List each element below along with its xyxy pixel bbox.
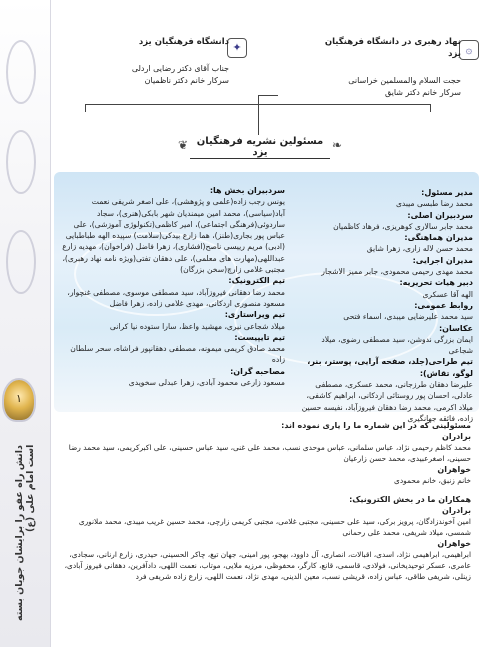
staff-column-right xyxy=(298,187,473,424)
leadership-block xyxy=(311,36,461,99)
lantern-icon xyxy=(4,380,34,420)
university-title: دانشگاه فرهنگیان یزد xyxy=(138,37,229,47)
role-heading: عکاسان: xyxy=(438,323,473,333)
flourish-ornament xyxy=(6,230,36,294)
tree-connector xyxy=(85,104,86,112)
role-members: محمد رضا طبسی میبدی xyxy=(395,199,473,209)
electronic-title: همکاران ما در بخش الکترونیک: xyxy=(349,495,471,504)
role-heading: سردبیران بخش ها: xyxy=(209,186,285,195)
leadership-title: نهاد رهبری در دانشگاه فرهنگیان یزد xyxy=(324,37,461,59)
role-heading: تیم الکترونیک: xyxy=(228,276,285,286)
leadership-person-2: سرکار خانم دکتر شایق xyxy=(384,88,461,97)
brothers-label: برادران xyxy=(441,506,471,515)
leadership-person-1: حجت السلام والمسلمین خراسانی xyxy=(348,76,461,85)
role-group xyxy=(60,309,285,332)
page-title: مسئولین نشریه فرهنگیان یزد xyxy=(190,136,330,159)
role-group xyxy=(298,255,473,278)
role-heading: تیم طراحی(جلد، صفحه آرایی، پوستر، بنر، لوگو، تقاش): xyxy=(307,357,473,378)
role-heading: سردبیران اصلی: xyxy=(407,210,473,220)
role-group xyxy=(298,323,473,357)
flourish-ornament xyxy=(6,130,36,194)
role-members: میلاد شجاعی نیری، مهشید واعظ، سارا ستوده نیا کرانی xyxy=(109,321,285,331)
role-heading: تیم تایپیست: xyxy=(234,332,285,342)
sisters-label: خواهران xyxy=(437,465,471,474)
role-group xyxy=(298,277,473,300)
university-person-2: سرکار خانم دکتر ناظمیان xyxy=(144,76,229,85)
tree-connector xyxy=(258,95,259,135)
header xyxy=(54,8,479,130)
role-group xyxy=(60,332,285,366)
role-heading: مدیران اجرایی: xyxy=(412,255,473,265)
sisters-list: خانم زنبق، خانم محمودی xyxy=(394,476,471,485)
role-members: سید محمد علیرضایی میبدی، اسماء فتحی xyxy=(343,312,473,322)
role-members: ایمان بزرگی ندوشن، سید مصطفی رضوی، میلاد شجاعی xyxy=(321,334,473,356)
role-group xyxy=(298,187,473,210)
tree-connector xyxy=(430,104,431,112)
brothers-list: امین آخوندزادگان، پرویز برکی، سید علی حسینی، مجتبی غلامی، مجتبی کریمی زارچی، محمد حسین غریب میبدی، محمد ملانوری شمسی، میلاد شریفی، محمد علی رحمانی xyxy=(78,517,471,537)
role-heading: تیم ویراستاری: xyxy=(224,310,285,320)
role-group xyxy=(298,210,473,233)
role-group xyxy=(60,366,285,389)
tree-connector xyxy=(258,95,278,96)
role-heading: روابط عمومی: xyxy=(414,300,473,310)
university-emblem-icon: ✦ xyxy=(227,38,247,58)
ack-title: مسئولینی که در این شماره ما را یاری نموده اند: xyxy=(281,421,471,430)
role-heading: دبیر هیات تحریریه: xyxy=(399,278,473,288)
leadership-emblem-icon: ۞ xyxy=(459,40,479,60)
ornament-left-icon: ❦ xyxy=(178,138,189,152)
sisters-label: خواهران xyxy=(437,539,471,548)
university-block xyxy=(79,36,229,87)
role-members: محمد رضا دهقانی فیروزآباد، سید مصطفی موسوی، مصطفی غنچوار، مسعود منصوری اردکانی، مهدی غلامی زاده، زهرا فاضل xyxy=(67,287,285,308)
staff-column-left xyxy=(60,185,285,388)
role-group xyxy=(298,300,473,323)
role-heading: مصاحبه گران: xyxy=(230,366,285,376)
role-members: محمد صادق کریمی میمونه، مصطفی دهقانپور فراشاه، سحر سلطان زاده xyxy=(70,344,285,365)
page-number: ۱ xyxy=(16,392,22,405)
role-group xyxy=(298,356,473,424)
side-decoration xyxy=(0,0,51,647)
role-members: محمد مهدی رحیمی محمودی، جابر ممیز الاشجار xyxy=(321,267,473,277)
role-group xyxy=(60,185,285,275)
brothers-list: محمد کاظم رحیمی نژاد، عباس سلمانی، عباس موحدی نسب، محمد علی غنی، سید عباس حسینی، علی اکبرکریمی، سید محمد رضا حسینی، اصغرعبیدی، محمد حسن زارعیان xyxy=(68,443,471,463)
role-heading: مدیر مسئول: xyxy=(421,188,473,197)
brothers-label: برادران xyxy=(441,432,471,441)
flourish-ornament xyxy=(6,40,36,104)
role-members: الهه آقا عسکری xyxy=(422,289,473,299)
role-members: محمد جابر سالاری کوهریزی، فرهاد کاظمیان xyxy=(333,221,473,231)
role-group xyxy=(60,275,285,309)
role-members: علیرضا دهقان طرزجانی، محمد عسکری، مصطفی عادلی، احسان پور روستائی اردکانی، ابراهیم کاشفی، میلاد اکرمی، محمد رضا دهقان فیروزآباد، نفیسه حسین زاده، فائقه جهانگیری xyxy=(301,380,473,423)
role-members: یونس رجب زاده(علمی و پژوهشی)، علی اصغر شریفی نعمت آباد(سیاسی)، محمد امین میمندیان شهر بابکی(هنری)، سجاد ساردوئی(فرهنگی اجتماعی)، امیر کاظمی(تکنولوژی آموزشی)، علی عباس پور بجاری(طنز)، هما زارع بیدکی(سلامت) سپیده الهه طباطبایی (ادبی) مریم رییسی ناصح(افشاری)، زهرا فاضل (فراخوان)، مهدیه زارع عبداللهی(مهارت های معلمی)، علی دهقان تفتی(ویژه نامه نهاد رهبری)، مجتبی غلامی زارچ(سخن بزرگان) xyxy=(62,197,285,275)
role-group xyxy=(298,232,473,255)
university-person-1: جناب آقای دکتر رضایی اردلی xyxy=(131,64,229,73)
ornament-right-icon: ❧ xyxy=(332,138,343,152)
role-members: مسعود زارعی محمود آبادی، زهرا عبدلی سخویدی xyxy=(128,378,285,388)
acknowledgements xyxy=(57,420,471,582)
sisters-list: ابراهیمی، ابراهیمی نژاد، اسدی، اقبالات، انصاری، آل داوود، بهجو، پور امینی، جهان تیغ، چاکر الحسینی، حیدری، زارع ارنانی، سجادی، عامری، عسکر توحیدیخانی، فولادی، قاسمی، قانع، کارگر، محفوظی، مرزیه ملایی، موتاب، نعمت اللهی، دادآفرین، دهقانی فیروز آبادی، زینلی، شریفی طاقی، عباس زاده، قریشی نسب، معین الدینی، مهدی نژاد، نعمت اللهی، زارع زاده شریفی فرد xyxy=(64,550,471,581)
side-quote: دانش راه عفو را برایشان جویان بسته است امام علی (ع) xyxy=(14,445,36,621)
role-members: محمد حسن لاله زاری، زهرا شایق xyxy=(366,244,473,254)
role-heading: مدیران هماهنگی: xyxy=(404,233,473,243)
